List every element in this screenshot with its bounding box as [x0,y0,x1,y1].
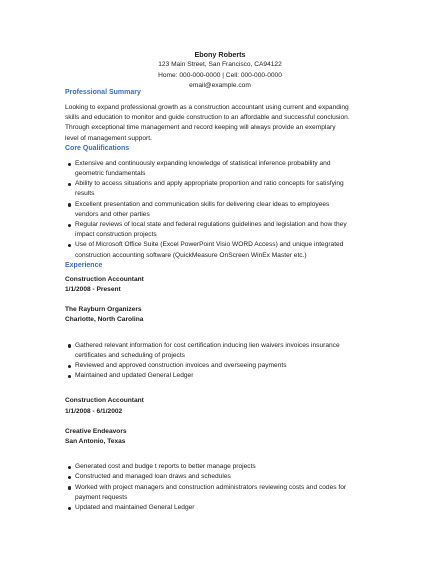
list-item [75,472,385,482]
company-name: The Rayburn Organizers [65,306,142,314]
list-item [75,179,385,199]
list-item-line: Maintained and updated General Ledger [75,372,194,380]
list-item [75,371,385,381]
duties-list [65,341,385,382]
summary-line: Through exceptional time management and record keeping will always provide an exemplary [65,124,336,132]
list-item-line: results [75,190,95,198]
job-role: Construction Accountant [65,275,144,283]
list-item [75,200,385,220]
list-item-line: Updated and maintained General Ledger [75,504,195,512]
list-item-line: Ability to access situations and apply appropriate proportion and ratio concepts for satisfying [75,180,344,188]
list-item-line: Gathered relevant information for cost certification inducing lien waivers invoices insurance [75,341,340,349]
company-location: San Antonio, Texas [65,438,126,446]
phone-numbers: Home: 000-000-0000 | Cell: 000-000-0000 [158,71,282,79]
list-item [75,341,385,361]
experience-heading: Experience [65,261,103,269]
summary-line: skills and education to monitor and guide construction to an affordable and successful conclusion. [65,114,350,122]
company-name: Creative Endeavors [65,427,127,435]
list-item-line: Extensive and continuously expanding knowledge of statistical inference probability and [75,159,331,167]
list-item-line: impact construction projects [75,231,157,239]
list-item-line: geometric fundamentals [75,170,146,178]
list-item [75,483,385,503]
email: email@example.com [189,82,251,90]
resume-body [65,88,385,513]
job-dates: 1/1/2008 - Present [65,286,121,294]
job-role: Construction Accountant [65,397,144,405]
list-item [75,220,385,240]
job-entry [65,396,385,513]
list-item-line: Constructed and managed loan draws and schedules [75,473,231,481]
list-item [75,159,385,179]
duties-list [65,462,385,513]
summary-paragraph [65,103,385,144]
list-item-line: certificates and scheduling of projects [75,351,185,359]
summary-line: Looking to expand professional growth as a construction accountant using current and expanding [65,104,349,111]
list-item [75,462,385,472]
list-item [75,361,385,371]
list-item-line: Excellent presentation and communication skills for delivering clear ideas to employees [75,200,330,208]
qualifications-heading: Core Qualifications [65,144,130,152]
list-item [75,503,385,513]
contact-header [0,0,440,92]
job-entry [65,275,385,382]
company-location: Charlotte, North Carolina [65,316,144,324]
list-item [75,240,385,260]
summary-line: level of management support. [65,134,152,142]
list-item-line: Use of Microsoft Office Suite (Excel PowerPoint Visio WORD Access) and unique integrated [75,241,344,249]
list-item-line: Regular reviews of local state and federal regulations guidelines and legislation and how they [75,221,347,229]
summary-heading: Professional Summary [65,89,141,96]
list-item-line: vendors and other parties [75,210,150,218]
list-item-line: construction accounting software (QuickMeasure OnScreen WinEx Master etc.) [75,251,307,259]
list-item-line: Reviewed and approved construction invoices and overseeing payments [75,362,287,370]
address: 123 Main Street, San Francisco, CA94122 [158,61,282,68]
list-item-line: payment requests [75,493,128,501]
qualifications-list [65,159,385,261]
job-dates: 1/1/2008 - 6/1/2002 [65,407,123,415]
list-item-line: Generated cost and budge t reports to better manage projects [75,463,256,471]
list-item-line: Worked with project managers and construction administrators reviewing costs and codes for [75,483,347,491]
candidate-name: Ebony Roberts [194,50,246,59]
